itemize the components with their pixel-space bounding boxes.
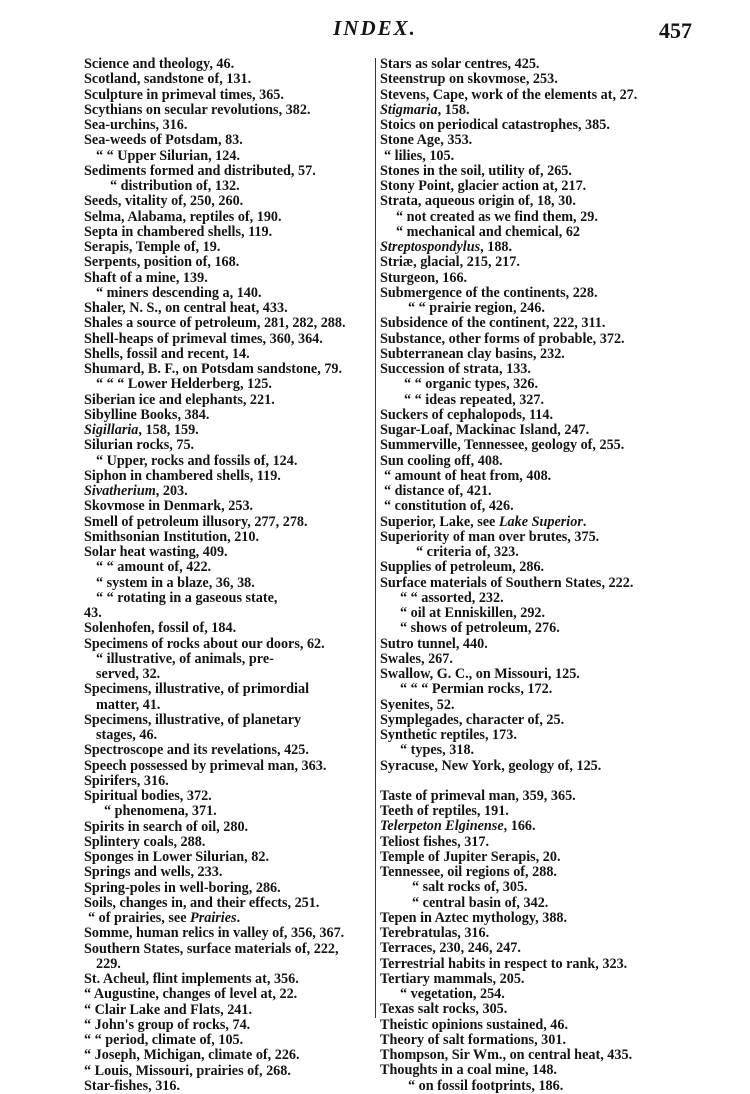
index-entry — [380, 103, 680, 118]
index-entry — [84, 987, 372, 1002]
index-entry-text: “ Augustine, changes of level at, 22. — [84, 986, 298, 1003]
index-entry-pages: , 203. — [155, 483, 188, 499]
index-entry-text: “ “ organic types, 326. — [404, 376, 538, 393]
index-entry — [84, 515, 372, 530]
index-entry — [380, 1048, 680, 1063]
index-entry-text: Septa in chambered shells, 119. — [84, 223, 273, 240]
index-entry — [380, 316, 680, 331]
index-entry — [380, 743, 680, 758]
index-entry — [380, 118, 680, 133]
index-entry-text: Sturgeon, 166. — [380, 269, 468, 286]
index-entry — [380, 194, 680, 209]
index-entry-text: Synthetic reptiles, 173. — [380, 727, 517, 743]
index-entry — [84, 1033, 372, 1048]
index-entry-text: Siberian ice and elephants, 221. — [84, 391, 275, 408]
index-entry-text: “ Louis, Missouri, prairies of, 268. — [84, 1062, 291, 1079]
index-entry — [84, 499, 372, 514]
index-entry — [380, 804, 680, 819]
index-entry — [84, 316, 372, 331]
index-entry-text: “ system in a blaze, 36, 38. — [96, 574, 255, 591]
index-entry-text: Stony Point, glacier action at, 217. — [380, 178, 587, 194]
index-entry-text: Tennessee, oil regions of, 288. — [380, 864, 557, 880]
index-entry — [84, 240, 372, 255]
index-entry — [380, 164, 680, 179]
index-entry-text: Scythians on secular revolutions, 382. — [84, 101, 311, 118]
index-entry-text: Smell of petroleum illusory, 277, 278. — [84, 513, 308, 530]
index-entry — [380, 789, 680, 804]
index-entry-text: Swallow, G. C., on Missouri, 125. — [380, 666, 580, 682]
index-entry — [84, 408, 372, 423]
index-entry-text: Steenstrup on skovmose, 253. — [380, 71, 558, 88]
index-entry — [380, 606, 680, 621]
index-entry — [380, 1033, 680, 1048]
index-entry-text: Solar heat wasting, 409. — [84, 544, 228, 560]
index-entry — [84, 118, 372, 133]
index-entry — [380, 438, 680, 453]
index-entry — [380, 301, 680, 316]
index-entry-text: Selma, Alabama, reptiles of, 190. — [84, 208, 282, 225]
index-entry-text: Specimens, illustrative, of primordial — [84, 681, 310, 698]
index-entry — [84, 789, 372, 804]
index-entry-text: “ criteria of, 323. — [416, 544, 519, 560]
index-entry-text: Spectroscope and its revelations, 425. — [84, 742, 309, 759]
index-entry-text: “ not created as we find them, 29. — [396, 208, 598, 225]
index-entry-text: Symplegades, character of, 25. — [380, 711, 565, 728]
index-entry-text: 229. — [96, 955, 121, 972]
index-entry-text: Telerpeton Elginense — [380, 818, 504, 835]
index-entry — [380, 530, 680, 545]
index-entry — [380, 133, 680, 148]
index-entry — [380, 682, 680, 697]
index-entry — [380, 1079, 680, 1094]
index-entry-text: Sediments formed and distributed, 57. — [84, 162, 316, 179]
running-title: INDEX. — [333, 16, 417, 40]
index-entry-punct: . — [582, 513, 587, 530]
index-entry — [380, 255, 680, 270]
page-header — [0, 16, 750, 48]
index-entry-text: Substance, other forms of probable, 372. — [380, 330, 625, 347]
index-entry — [84, 972, 372, 987]
index-entry-text: Serpents, position of, 168. — [84, 254, 240, 271]
index-entry-text: Spirits in search of oil, 280. — [84, 818, 249, 835]
index-entry-text: Shumard, B. F., on Potsdam sandstone, 79. — [84, 361, 343, 377]
index-entry — [380, 332, 680, 347]
index-entry — [84, 835, 372, 850]
index-entry — [380, 225, 680, 240]
index-entry — [380, 576, 680, 591]
index-entry-text: “ Upper, rocks and fossils of, 124. — [96, 452, 298, 469]
index-entry-text: “ amount of heat from, 408. — [384, 467, 552, 484]
index-entry-pages: , 158. — [437, 101, 470, 118]
index-entry — [84, 72, 372, 87]
index-entry-text: “ types, 318. — [400, 742, 475, 759]
index-entry-text: “ John's group of rocks, 74. — [84, 1016, 251, 1033]
index-entry-text: “ lilies, 105. — [384, 147, 455, 164]
index-entry-text: St. Acheul, flint implements at, 356. — [84, 971, 299, 987]
index-entry — [380, 499, 680, 514]
index-entry — [380, 286, 680, 301]
index-entry-text: Sivatherium — [84, 483, 156, 499]
index-entry-text: “ central basin of, 342. — [412, 894, 549, 911]
index-entry — [380, 880, 680, 895]
index-entry-text: Shell-heaps of primeval times, 360, 364. — [84, 330, 323, 347]
index-entry — [84, 774, 372, 789]
index-entry-text: Science and theology, 46. — [84, 56, 235, 72]
index-entry-text: Superior, Lake, see — [380, 513, 499, 530]
index-entry-text: Temple of Jupiter Serapis, 20. — [380, 848, 561, 865]
index-entry-text: Somme, human relics in valley of, 356, 367. — [84, 925, 345, 942]
index-entry-text: Syracuse, New York, geology of, 125. — [380, 757, 602, 774]
index-entry-text: “ of prairies, see — [88, 910, 191, 926]
index-entry-text: Sibylline Books, 384. — [84, 406, 210, 423]
index-entry — [84, 621, 372, 636]
index-entry — [84, 469, 372, 484]
index-entry-text: Stoics on periodical catastrophes, 385. — [380, 117, 610, 133]
index-entry-text: “ “ Upper Silurian, 124. — [96, 147, 241, 164]
index-entry-text: “ “ rotating in a gaseous state, — [96, 589, 278, 606]
index-entry-punct: . — [236, 910, 241, 926]
index-entry — [84, 210, 372, 225]
index-entry-text: “ salt rocks of, 305. — [412, 879, 528, 896]
index-entry-text: Seeds, vitality of, 250, 260. — [84, 193, 244, 210]
index-entry-text: Taste of primeval man, 359, 365. — [380, 787, 576, 804]
index-entry-text: Silurian rocks, 75. — [84, 437, 195, 454]
index-entry-text: Terrestrial habits in respect to rank, 323. — [380, 955, 628, 972]
index-entry — [380, 362, 680, 377]
index-entry-text: stages, 46. — [96, 727, 158, 743]
index-entry — [380, 210, 680, 225]
index-entry-text: Sigillaria — [84, 422, 139, 438]
index-entry-text: Springs and wells, 233. — [84, 864, 223, 881]
index-entry — [380, 240, 680, 255]
index-entry — [84, 682, 372, 697]
index-entry — [84, 301, 372, 316]
index-entry — [84, 606, 372, 621]
index-entry — [380, 179, 680, 194]
index-entry — [380, 652, 680, 667]
index-entry — [380, 713, 680, 728]
index-entry — [380, 560, 680, 575]
index-entry-text: Serapis, Temple of, 19. — [84, 239, 221, 255]
index-entry — [380, 454, 680, 469]
index-entry — [380, 271, 680, 286]
index-entry-text: Summerville, Tennessee, geology of, 255. — [380, 437, 625, 454]
index-entry-text: Stigmaria — [380, 101, 438, 118]
index-entry — [380, 972, 680, 987]
index-entry — [380, 423, 680, 438]
index-entry — [84, 942, 372, 957]
index-entry-text: Speech possessed by primeval man, 363. — [84, 757, 327, 774]
index-entry — [84, 484, 372, 499]
index-entry — [380, 1018, 680, 1033]
index-entry — [84, 164, 372, 179]
index-entry-text: Spirifers, 316. — [84, 772, 169, 789]
index-entry-text: “ miners descending a, 140. — [96, 284, 262, 301]
index-entry — [84, 743, 372, 758]
index-column-left — [84, 57, 372, 1094]
index-entry — [84, 286, 372, 301]
index-entry — [380, 865, 680, 880]
index-entry — [84, 591, 372, 606]
index-entry-text: “ Clair Lake and Flats, 241. — [84, 1001, 253, 1018]
index-entry-crossref: Lake Superior — [498, 513, 583, 530]
index-entry-text: Strata, aqueous origin of, 18, 30. — [380, 193, 576, 210]
index-entry-text: Southern States, surface materials of, 222, — [84, 940, 339, 957]
index-entry-text: Sun cooling off, 408. — [380, 452, 503, 469]
index-entry — [84, 438, 372, 453]
index-entry-text: Scotland, sandstone of, 131. — [84, 71, 252, 88]
index-entry-pages: , 158, 159. — [138, 422, 199, 438]
index-entry — [380, 728, 680, 743]
section-gap — [380, 774, 680, 789]
index-entry — [84, 804, 372, 819]
index-entry — [84, 88, 372, 103]
index-entry — [84, 423, 372, 438]
index-entry-text: Solenhofen, fossil of, 184. — [84, 620, 237, 637]
index-entry-text: “ shows of petroleum, 276. — [400, 620, 560, 637]
index-entry-text: “ “ period, climate of, 105. — [84, 1032, 244, 1048]
index-entry — [84, 698, 372, 713]
index-entry-text: “ “ “ Permian rocks, 172. — [400, 681, 553, 698]
index-entry-text: Subsidence of the continent, 222, 311. — [380, 315, 606, 332]
index-entry-text: Spring-poles in well-boring, 286. — [84, 879, 281, 896]
index-entry — [380, 759, 680, 774]
index-entry — [84, 957, 372, 972]
index-entry-pages: , 166. — [503, 818, 536, 835]
index-entry-text: Teliost fishes, 317. — [380, 833, 490, 850]
index-entry — [84, 1064, 372, 1079]
index-entry — [84, 1048, 372, 1063]
index-entry — [380, 987, 680, 1002]
index-entry — [84, 820, 372, 835]
index-entry-text: Soils, changes in, and their effects, 251. — [84, 894, 320, 911]
index-entry-text: Skovmose in Denmark, 253. — [84, 498, 254, 515]
index-entry-text: Shells, fossil and recent, 14. — [84, 345, 250, 362]
index-entry-text: Star-fishes, 316. — [84, 1077, 181, 1094]
index-entry-text: Specimens of rocks about our doors, 62. — [84, 635, 325, 652]
index-entry — [380, 347, 680, 362]
index-entry — [380, 515, 680, 530]
index-entry-text: Tertiary mammals, 205. — [380, 970, 525, 987]
index-entry-text: “ phenomena, 371. — [104, 803, 217, 820]
index-entry-text: “ “ amount of, 422. — [96, 559, 212, 576]
index-entry — [84, 865, 372, 880]
index-entry — [84, 179, 372, 194]
index-entry — [380, 698, 680, 713]
index-entry — [84, 926, 372, 941]
index-entry-text: “ Joseph, Michigan, climate of, 226. — [84, 1047, 300, 1064]
index-entry — [84, 454, 372, 469]
index-entry-text: Specimens, illustrative, of planetary — [84, 711, 302, 728]
index-entry-text: Subterranean clay basins, 232. — [380, 345, 565, 362]
index-entry-text: Sea-urchins, 316. — [84, 117, 188, 133]
index-entry — [84, 576, 372, 591]
index-entry-text: Shaft of a mine, 139. — [84, 269, 208, 286]
index-entry-text: Suckers of cephalopods, 114. — [380, 406, 554, 423]
index-entry-text: “ on fossil footprints, 186. — [408, 1077, 564, 1094]
index-entry-text: Stevens, Cape, work of the elements at, 27. — [380, 86, 638, 103]
index-entry — [84, 713, 372, 728]
index-entry — [84, 881, 372, 896]
index-entry-text: Spiritual bodies, 372. — [84, 788, 212, 804]
index-entry — [380, 591, 680, 606]
index-entry — [84, 149, 372, 164]
index-entry — [380, 896, 680, 911]
index-entry — [380, 667, 680, 682]
index-entry-text: Sea-weeds of Potsdam, 83. — [84, 132, 243, 149]
index-entry — [84, 362, 372, 377]
index-entry-text: Sculpture in primeval times, 365. — [84, 86, 284, 103]
index-entry-text: Stones in the soil, utility of, 265. — [380, 162, 572, 179]
index-entry-text: Shaler, N. S., on central heat, 433. — [84, 300, 288, 316]
index-entry — [380, 621, 680, 636]
index-entry-text: Syenites, 52. — [380, 696, 455, 713]
index-entry-text: Surface materials of Southern States, 222. — [380, 574, 634, 591]
index-entry — [380, 819, 680, 834]
index-entry-text: Succession of strata, 133. — [380, 361, 531, 377]
index-entry-text: Stone Age, 353. — [380, 132, 473, 149]
index-entry — [84, 1003, 372, 1018]
index-entry — [84, 911, 372, 926]
index-entry — [84, 896, 372, 911]
index-entry-text: Thoughts in a coal mine, 148. — [380, 1062, 557, 1079]
index-entry — [380, 637, 680, 652]
index-entry — [380, 88, 680, 103]
index-entry-text: matter, 41. — [96, 696, 161, 713]
index-entry-text: Sponges in Lower Silurian, 82. — [84, 849, 270, 865]
index-entry-text: Superiority of man over brutes, 375. — [380, 528, 600, 545]
index-entry — [84, 57, 372, 72]
index-entry — [84, 255, 372, 270]
index-entry — [380, 941, 680, 956]
index-entry-text: “ mechanical and chemical, 62 — [396, 223, 581, 240]
index-entry — [84, 850, 372, 865]
index-entry — [380, 911, 680, 926]
index-entry-text: “ oil at Enniskillen, 292. — [400, 605, 546, 621]
index-entry — [84, 194, 372, 209]
index-entry — [84, 377, 372, 392]
index-entry-text: Terebratulas, 316. — [380, 925, 490, 941]
index-entry-text: Supplies of petroleum, 286. — [380, 559, 545, 576]
index-entry — [380, 957, 680, 972]
index-entry-text: 43. — [84, 605, 102, 621]
index-entry — [380, 484, 680, 499]
index-entry — [380, 835, 680, 850]
index-entry-text: “ distance of, 421. — [384, 483, 492, 499]
index-entry — [84, 1018, 372, 1033]
index-entry — [84, 1079, 372, 1094]
index-entry — [380, 57, 680, 72]
index-entry-text: Sugar-Loaf, Mackinac Island, 247. — [380, 422, 590, 438]
index-entry-crossref: Prairies — [190, 910, 237, 926]
index-entry — [380, 926, 680, 941]
index-entry — [84, 103, 372, 118]
index-entry-text: Submergence of the continents, 228. — [380, 284, 598, 301]
index-entry-text: Swales, 267. — [380, 650, 453, 667]
page-number: 457 — [659, 18, 692, 43]
index-entry-text: Streptospondylus — [380, 239, 481, 255]
index-entry — [84, 652, 372, 667]
index-entry — [380, 393, 680, 408]
index-entry — [84, 332, 372, 347]
index-entry — [84, 225, 372, 240]
index-entry-text: served, 32. — [96, 666, 161, 682]
index-entry-text: Theistic opinions sustained, 46. — [380, 1016, 569, 1033]
index-column-right — [380, 57, 680, 1094]
index-entry — [84, 560, 372, 575]
index-entry-text: “ constitution of, 426. — [384, 498, 514, 515]
index-entry — [84, 347, 372, 362]
index-entry-text: Terraces, 230, 246, 247. — [380, 940, 521, 957]
index-entry — [380, 149, 680, 164]
index-entry-text: Thompson, Sir Wm., on central heat, 435. — [380, 1047, 633, 1063]
index-entry — [84, 271, 372, 286]
index-entry-text: Splintery coals, 288. — [84, 833, 206, 850]
index-entry — [84, 759, 372, 774]
index-entry — [380, 377, 680, 392]
index-entry — [380, 545, 680, 560]
index-entry — [84, 530, 372, 545]
index-entry — [380, 850, 680, 865]
index-entry-text: Theory of salt formations, 301. — [380, 1031, 566, 1048]
index-entry-text: Siphon in chambered shells, 119. — [84, 467, 281, 484]
index-entry-text: “ vegetation, 254. — [400, 986, 505, 1002]
index-entry-pages: , 188. — [480, 239, 513, 255]
index-entry — [84, 637, 372, 652]
index-entry-text: Tepen in Aztec mythology, 388. — [380, 909, 568, 926]
index-entry — [84, 545, 372, 560]
index-entry — [380, 469, 680, 484]
index-entry-text: “ “ ideas repeated, 327. — [404, 391, 545, 408]
index-entry-text: “ “ assorted, 232. — [400, 589, 504, 606]
index-entry-text: Sutro tunnel, 440. — [380, 635, 488, 652]
index-entry-text: Shales a source of petroleum, 281, 282, 288. — [84, 315, 346, 332]
index-entry — [84, 728, 372, 743]
index-entry-text: Smithsonian Institution, 210. — [84, 528, 260, 545]
index-entry — [84, 393, 372, 408]
index-entry-text: Striæ, glacial, 215, 217. — [380, 254, 520, 271]
index-entry — [380, 1002, 680, 1017]
column-divider — [375, 58, 376, 1018]
index-entry — [84, 133, 372, 148]
index-entry — [84, 667, 372, 682]
index-entry-text: Texas salt rocks, 305. — [380, 1001, 508, 1018]
index-entry-text: Teeth of reptiles, 191. — [380, 803, 509, 819]
index-entry-text: Stars as solar centres, 425. — [380, 56, 540, 72]
index-entry-text: “ “ “ Lower Helderberg, 125. — [96, 376, 272, 393]
index-entry — [380, 72, 680, 87]
index-entry — [380, 408, 680, 423]
index-entry-text: “ illustrative, of animals, pre- — [96, 650, 274, 667]
index-entry-text: “ “ prairie region, 246. — [408, 300, 545, 316]
index-entry-text: “ distribution of, 132. — [110, 178, 240, 194]
index-entry — [380, 1063, 680, 1078]
